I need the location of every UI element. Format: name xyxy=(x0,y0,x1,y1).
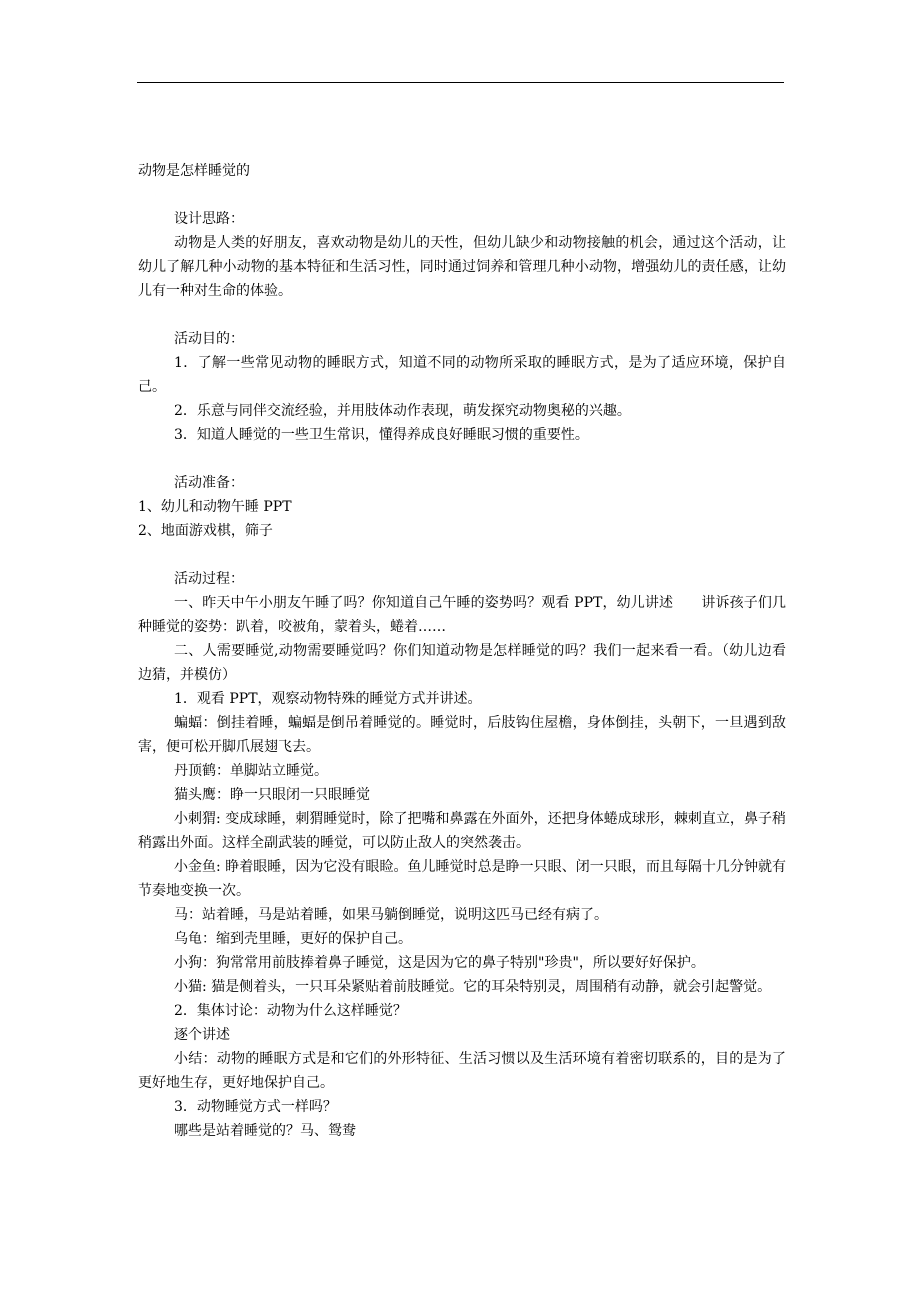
process-paragraph-3: 1．观看 PPT，观察动物特殊的睡觉方式并讲述。 xyxy=(174,691,482,707)
process-paragraph-8: 哪些是站着睡觉的？马、鸳鸯 xyxy=(174,1123,356,1139)
goals-heading: 活动目的： xyxy=(174,331,244,347)
prep-heading: 活动准备： xyxy=(174,475,244,491)
goal-item: 3．知道人睡觉的一些卫生常识，懂得养成良好睡眠习惯的重要性。 xyxy=(174,427,589,443)
animal-item-bat: 蝙蝠：倒挂着睡，蝙蝠是倒吊着睡觉的。睡觉时，后肢钩住屋檐，身体倒挂，头朝下，一旦遇到敌害，便可松开脚爪展翅飞去。 xyxy=(138,715,786,755)
animal-item-turtle: 乌龟：缩到壳里睡，更好的保护自己。 xyxy=(174,931,412,947)
animal-item-cat: 小猫: 猫是侧着头，一只耳朵紧贴着前肢睡觉。它的耳朵特别灵，周围稍有动静，就会引起警觉。 xyxy=(174,979,772,995)
animal-item-hedgehog: 小刺猬: 变成球睡，刺猬睡觉时，除了把嘴和鼻露在外面外，还把身体蜷成球形，棘刺直立，鼻子稍稍露出外面。这样全副武装的睡觉，可以防止敌人的突然袭击。 xyxy=(138,811,786,851)
animal-item-horse: 马：站着睡，马是站着睡，如果马躺倒睡觉，说明这匹马已经有病了。 xyxy=(174,907,608,923)
process-paragraph-7: 3．动物睡觉方式一样吗？ xyxy=(174,1099,337,1115)
animal-item-owl: 猫头鹰：睁一只眼闭一只眼睡觉 xyxy=(174,787,370,803)
process-summary: 小结：动物的睡眠方式是和它们的外形特征、生活习惯以及生活环境有着密切联系的，目的是为了更好地生存，更好地保护自己。 xyxy=(138,1051,786,1091)
process-heading: 活动过程： xyxy=(174,571,244,587)
process-paragraph-1: 一、昨天中午小朋友午睡了吗？你知道自己午睡的姿势吗？观看 PPT，幼儿讲述 讲诉孩子们几种睡觉的姿势：趴着，咬被角，蒙着头，蜷着…… xyxy=(138,595,786,635)
prep-item: 2、地面游戏棋，筛子 xyxy=(138,523,273,539)
document-title: 动物是怎样睡觉的 xyxy=(138,163,250,179)
animal-item-crane: 丹顶鹤：单脚站立睡觉。 xyxy=(174,763,328,779)
animal-item-goldfish: 小金鱼: 睁着眼睡，因为它没有眼睑。鱼儿睡觉时总是睁一只眼、闭一只眼，而且每隔十几分钟就有节奏地变换一次。 xyxy=(138,859,786,899)
prep-item: 1、幼儿和动物午睡 PPT xyxy=(138,499,292,515)
document-body xyxy=(138,159,786,1143)
goal-item: 1．了解一些常见动物的睡眠方式，知道不同的动物所采取的睡眠方式，是为了适应环境，保护自己。 xyxy=(138,355,786,395)
animal-item-dog: 小狗：狗常常用前肢捧着鼻子睡觉，这是因为它的鼻子特别"珍贵"，所以要好好保护。 xyxy=(174,955,705,971)
goal-item: 2．乐意与同伴交流经验，并用肢体动作表现，萌发探究动物奥秘的兴趣。 xyxy=(174,403,631,419)
process-paragraph-4: 2．集体讨论：动物为什么这样睡觉？ xyxy=(174,1003,407,1019)
header-rule xyxy=(137,82,784,83)
process-paragraph-2: 二、人需要睡觉,动物需要睡觉吗？你们知道动物是怎样睡觉的吗？我们一起来看一看。（幼儿边看边猜，并模仿） xyxy=(138,643,786,683)
process-paragraph-5: 逐个讲述 xyxy=(174,1027,230,1043)
design-body: 动物是人类的好朋友，喜欢动物是幼儿的天性，但幼儿缺少和动物接触的机会，通过这个活动，让幼儿了解几种小动物的基本特征和生活习性，同时通过饲养和管理几种小动物，增强幼儿的责任感，让幼儿有一种对生命的体验。 xyxy=(138,235,786,299)
design-heading: 设计思路： xyxy=(174,211,244,227)
